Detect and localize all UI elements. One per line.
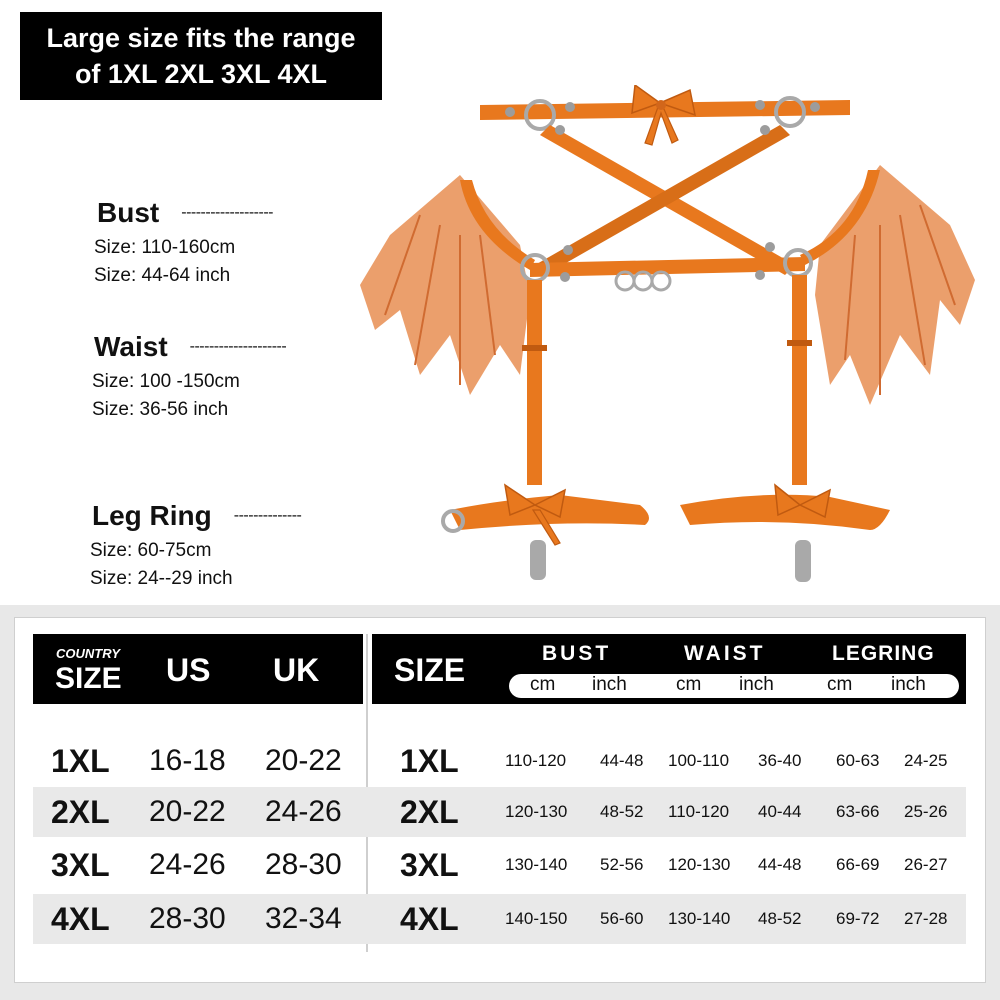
uk-column-header: UK bbox=[273, 652, 320, 688]
row-legring-cm: 69-72 bbox=[836, 909, 880, 928]
row-bust-cm: 130-140 bbox=[505, 855, 568, 874]
row-bust-inch: 56-60 bbox=[600, 909, 644, 928]
row-bust-inch: 44-48 bbox=[600, 751, 644, 770]
table-row bbox=[33, 894, 966, 944]
garter-clip-icon bbox=[530, 540, 811, 582]
row-us: 16-18 bbox=[149, 744, 226, 777]
row-us: 20-22 bbox=[149, 795, 226, 828]
unit-legring-inch: inch bbox=[891, 674, 926, 695]
waist-dash: -------------------- bbox=[189, 338, 287, 355]
bust-heading: Bust bbox=[97, 197, 160, 228]
leg-ring-measurement bbox=[92, 500, 301, 590]
row-size-right: 4XL bbox=[400, 901, 459, 937]
leg-ring-inch: Size: 24--29 inch bbox=[90, 568, 233, 589]
unit-bust-cm: cm bbox=[530, 674, 556, 695]
row-legring-inch: 27-28 bbox=[904, 909, 948, 928]
row-uk: 20-22 bbox=[265, 744, 342, 777]
row-waist-cm: 100-110 bbox=[668, 751, 730, 770]
banner-line-2: of 1XL 2XL 3XL 4XL bbox=[74, 59, 328, 89]
row-size-right: 1XL bbox=[400, 743, 459, 779]
row-us: 24-26 bbox=[149, 848, 226, 881]
size-column-header-right: SIZE bbox=[394, 652, 466, 688]
leg-ring-dash: -------------- bbox=[233, 507, 302, 524]
row-size: 1XL bbox=[51, 743, 110, 779]
suspender-strap-right bbox=[792, 275, 807, 485]
row-waist-inch: 40-44 bbox=[758, 802, 802, 821]
waist-cm: Size: 100 -150cm bbox=[92, 371, 240, 392]
waist-inch: Size: 36-56 inch bbox=[92, 399, 229, 420]
bust-group-header: BUST bbox=[542, 642, 612, 665]
row-bust-inch: 52-56 bbox=[600, 855, 644, 874]
table-header-left bbox=[33, 634, 363, 704]
row-uk: 28-30 bbox=[265, 848, 342, 881]
table-row bbox=[33, 736, 966, 786]
garter-harness-image bbox=[360, 85, 980, 595]
unit-bust-inch: inch bbox=[592, 674, 627, 695]
row-waist-inch: 44-48 bbox=[758, 855, 802, 874]
row-uk: 32-34 bbox=[265, 902, 342, 935]
row-legring-cm: 66-69 bbox=[836, 855, 880, 874]
size-column-header: SIZE bbox=[55, 662, 122, 695]
size-range-banner bbox=[20, 12, 382, 100]
row-waist-inch: 36-40 bbox=[758, 751, 802, 770]
legring-group-header: LEGRING bbox=[832, 642, 935, 665]
row-size: 2XL bbox=[51, 794, 110, 830]
row-legring-inch: 24-25 bbox=[904, 751, 948, 770]
leg-ring-heading: Leg Ring bbox=[92, 500, 212, 531]
row-waist-inch: 48-52 bbox=[758, 909, 802, 928]
leg-ring-cm: Size: 60-75cm bbox=[90, 540, 212, 561]
row-waist-cm: 110-120 bbox=[668, 802, 730, 821]
bust-dash: ------------------- bbox=[181, 204, 273, 221]
table-row bbox=[33, 787, 966, 837]
suspender-strap-left bbox=[527, 280, 542, 485]
waist-group-header: WAIST bbox=[684, 642, 766, 665]
bust-measurement bbox=[94, 197, 273, 287]
row-legring-cm: 63-66 bbox=[836, 802, 880, 821]
row-uk: 24-26 bbox=[265, 795, 342, 828]
row-us: 28-30 bbox=[149, 902, 226, 935]
waist-measurement bbox=[94, 331, 286, 421]
row-legring-inch: 25-26 bbox=[904, 802, 948, 821]
row-bust-cm: 120-130 bbox=[505, 802, 568, 821]
table-row bbox=[33, 840, 966, 890]
row-size: 4XL bbox=[51, 901, 110, 937]
unit-waist-cm: cm bbox=[676, 674, 702, 695]
row-legring-inch: 26-27 bbox=[904, 855, 948, 874]
row-waist-cm: 120-130 bbox=[668, 855, 731, 874]
table-header-right bbox=[372, 634, 966, 704]
unit-legring-cm: cm bbox=[827, 674, 853, 695]
row-waist-cm: 130-140 bbox=[668, 909, 731, 928]
country-label: COUNTRY bbox=[56, 646, 121, 661]
unit-waist-inch: inch bbox=[739, 674, 774, 695]
bust-cm: Size: 110-160cm bbox=[94, 237, 236, 258]
us-column-header: US bbox=[166, 652, 211, 688]
row-size-right: 3XL bbox=[400, 847, 459, 883]
bust-inch: Size: 44-64 inch bbox=[94, 265, 231, 286]
banner-line-1: Large size fits the range bbox=[46, 23, 356, 53]
row-size: 3XL bbox=[51, 847, 110, 883]
row-legring-cm: 60-63 bbox=[836, 751, 880, 770]
row-size-right: 2XL bbox=[400, 794, 459, 830]
tulle-ruffle-right bbox=[815, 165, 975, 405]
tulle-ruffle-left bbox=[360, 175, 530, 395]
row-bust-inch: 48-52 bbox=[600, 802, 644, 821]
row-bust-cm: 140-150 bbox=[505, 909, 568, 928]
row-bust-cm: 110-120 bbox=[505, 751, 567, 770]
waist-heading: Waist bbox=[94, 331, 168, 362]
